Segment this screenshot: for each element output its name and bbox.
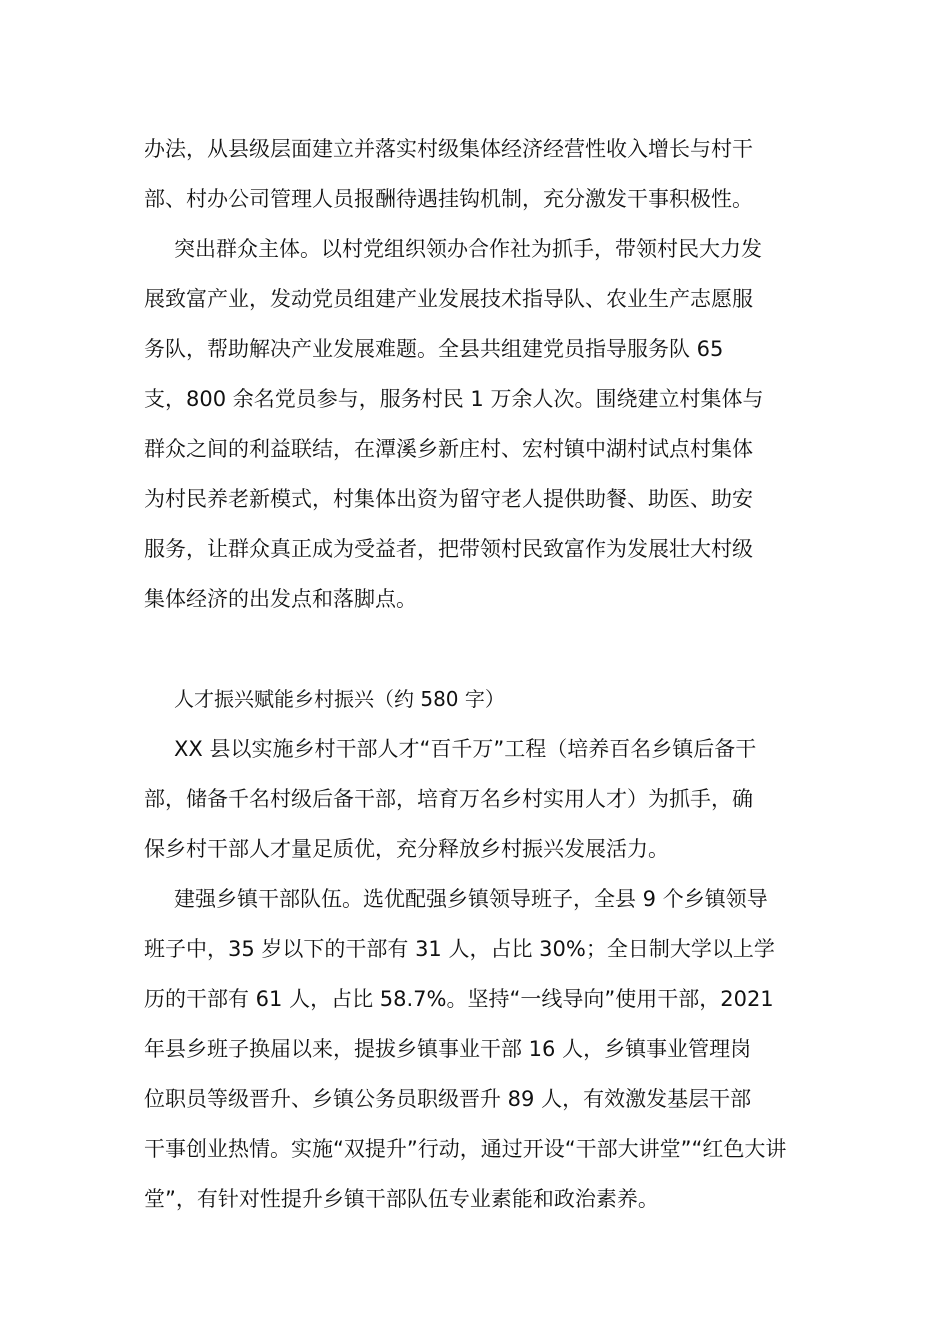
section-heading-text: 人才振兴赋能乡村振兴（约 580 字） [174, 687, 505, 711]
paragraph-line: 服务，让群众真正成为受益者，把带领村民致富作为发展壮大村级 [144, 537, 753, 561]
paragraph-line: 部、村办公司管理人员报酬待遇挂钩机制，充分激发干事积极性。 [144, 187, 753, 211]
paragraph-line: 办法，从县级层面建立并落实村级集体经济经营性收入增长与村干 [144, 137, 753, 161]
paragraph-line: 集体经济的出发点和落脚点。 [144, 587, 417, 611]
paragraph-line: 班子中，35 岁以下的干部有 31 人，占比 30%；全日制大学以上学 [144, 937, 775, 961]
paragraph-4 [144, 874, 810, 1224]
document-body [144, 124, 810, 1224]
blank-line [144, 624, 810, 674]
paragraph-1 [144, 124, 810, 224]
section-heading [144, 674, 810, 724]
paragraph-line: 历的干部有 61 人，占比 58.7%。坚持“一线导向”使用干部，2021 [144, 987, 774, 1011]
paragraph-3 [144, 724, 810, 874]
paragraph-line: 年县乡班子换届以来，提拔乡镇事业干部 16 人，乡镇事业管理岗 [144, 1037, 752, 1061]
paragraph-line: 务队，帮助解决产业发展难题。全县共组建党员指导服务队 65 [144, 337, 724, 361]
paragraph-line: 干事创业热情。实施“双提升”行动，通过开设“干部大讲堂”“红色大讲 [144, 1137, 787, 1161]
paragraph-line: 保乡村干部人才量足质优，充分释放乡村振兴发展活力。 [144, 837, 669, 861]
paragraph-line: 为村民养老新模式，村集体出资为留守老人提供助餐、助医、助安 [144, 487, 753, 511]
paragraph-line: 群众之间的利益联结，在潭溪乡新庄村、宏村镇中湖村试点村集体 [144, 437, 753, 461]
paragraph-line: 突出群众主体。以村党组织领办合作社为抓手，带领村民大力发 [174, 237, 762, 261]
paragraph-line: 支，800 余名党员参与，服务村民 1 万余人次。围绕建立村集体与 [144, 387, 764, 411]
paragraph-line: 堂”，有针对性提升乡镇干部队伍专业素能和政治素养。 [144, 1187, 659, 1211]
paragraph-2 [144, 224, 810, 624]
paragraph-line: 展致富产业，发动党员组建产业发展技术指导队、农业生产志愿服 [144, 287, 753, 311]
paragraph-line: 部，储备千名村级后备干部，培育万名乡村实用人才）为抓手，确 [144, 787, 753, 811]
paragraph-line: 位职员等级晋升、乡镇公务员职级晋升 89 人，有效激发基层干部 [144, 1087, 752, 1111]
paragraph-line: 建强乡镇干部队伍。选优配强乡镇领导班子，全县 9 个乡镇领导 [174, 887, 768, 911]
paragraph-line: XX 县以实施乡村干部人才“百千万”工程（培养百名乡镇后备干 [174, 737, 757, 761]
